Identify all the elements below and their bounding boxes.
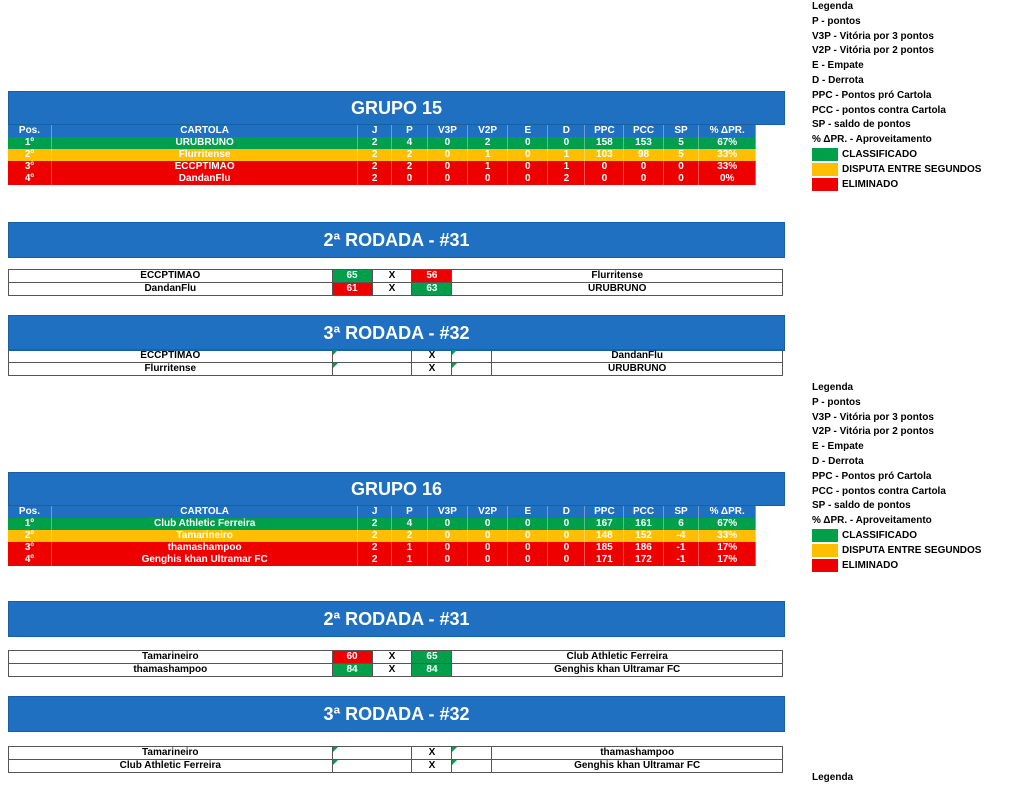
status-swatch	[812, 163, 838, 176]
col-header-apr: % ΔPR.	[699, 506, 756, 518]
table-row: 4º DandanFlu 2 0 0 0 0 2 0 0 0 0%	[8, 173, 756, 185]
table-row: 1º Club Athletic Ferreira 2 4 0 0 0 0 167 161 6 67%	[8, 518, 756, 530]
col-header-j: J	[358, 125, 392, 137]
col-header-pcc: PCC	[624, 125, 663, 137]
legend-item: E - Empate	[812, 441, 864, 453]
g15-rodada-2-matches	[8, 269, 783, 296]
col-header-sp: SP	[663, 125, 699, 137]
standings-header-row	[8, 125, 756, 137]
g15-rodada-3-title: 3ª RODADA - #32	[8, 315, 785, 351]
col-header-p: P	[392, 506, 428, 518]
col-header-apr: % ΔPR.	[699, 125, 756, 137]
col-header-e: E	[508, 125, 548, 137]
home-score	[332, 363, 412, 376]
legend-status-disputa: DISPUTA ENTRE SEGUNDOS	[812, 163, 981, 178]
home-score: 61	[332, 283, 372, 296]
home-score	[332, 350, 412, 363]
home-score	[332, 747, 412, 760]
g15-rodada-2-title: 2ª RODADA - #31	[8, 222, 785, 258]
legend-title: Legenda	[812, 772, 854, 783]
away-score	[452, 363, 492, 376]
status-swatch	[812, 529, 838, 542]
col-header-cartola: CARTOLA	[51, 506, 357, 518]
legend-item: P - pontos	[812, 396, 861, 408]
col-header-pos: Pos.	[8, 125, 51, 137]
table-row: 4º Genghis khan Ultramar FC 2 1 0 0 0 0 171 172 -1 17%	[8, 554, 756, 566]
legend-panel-2	[812, 381, 981, 573]
legend-item: E - Empate	[812, 60, 864, 72]
table-row: 1º URUBRUNO 2 4 0 2 0 0 158 153 5 67%	[8, 137, 756, 149]
table-row: 2º Flurritense 2 2 0 1 0 1 103 98 5 33%	[8, 149, 756, 161]
home-score	[332, 760, 412, 773]
g16-rodada-3-matches	[8, 746, 783, 773]
col-header-cartola: CARTOLA	[51, 125, 357, 137]
group-16-title: GRUPO 16	[8, 472, 785, 506]
legend-item: P - pontos	[812, 15, 861, 27]
col-header-v2p: V2P	[468, 506, 508, 518]
match-row: ECCPTIMAO 65 X 56 Flurritense	[9, 270, 783, 283]
group-15-title: GRUPO 15	[8, 91, 785, 125]
g16-rodada-2-matches	[8, 650, 783, 677]
match-row: thamashampoo 84 X 84 Genghis khan Ultramar FC	[9, 664, 783, 677]
legend-title: Legenda	[812, 382, 854, 393]
match-row: Flurritense X URUBRUNO	[9, 363, 783, 376]
legend-item: V2P - Vitória por 2 pontos	[812, 426, 934, 438]
legend-item: D - Derrota	[812, 74, 864, 86]
home-score: 65	[332, 270, 372, 283]
col-header-ppc: PPC	[585, 125, 624, 137]
col-header-d: D	[548, 125, 585, 137]
away-score: 63	[412, 283, 452, 296]
table-row: 2º Tamarineiro 2 2 0 0 0 0 148 152 -4 33%	[8, 530, 756, 542]
standings-header-row	[8, 506, 756, 518]
legend-item: % ΔPR. - Aproveitamento	[812, 134, 932, 146]
status-swatch	[812, 148, 838, 161]
legend-status-eliminado: ELIMINADO	[812, 559, 981, 574]
away-score: 65	[412, 651, 452, 664]
match-row: Club Athletic Ferreira X Genghis khan Ultramar FC	[9, 760, 783, 773]
match-row: ECCPTIMAO X DandanFlu	[9, 350, 783, 363]
legend-status-classificado: CLASSIFICADO	[812, 529, 981, 544]
status-swatch	[812, 178, 838, 191]
group-16-standings	[8, 506, 756, 566]
group-15-standings	[8, 125, 756, 185]
legend-item: SP - saldo de pontos	[812, 119, 911, 131]
away-score: 84	[412, 664, 452, 677]
col-header-p: P	[392, 125, 428, 137]
legend-item: PPC - Pontos pró Cartola	[812, 470, 932, 482]
home-score: 84	[332, 664, 372, 677]
col-header-v2p: V2P	[468, 125, 508, 137]
status-swatch	[812, 544, 838, 557]
col-header-j: J	[358, 506, 392, 518]
legend-status-classificado: CLASSIFICADO	[812, 148, 981, 163]
g15-rodada-3-matches	[8, 349, 783, 376]
away-score	[452, 350, 492, 363]
col-header-v3p: V3P	[427, 125, 467, 137]
legend-item: D - Derrota	[812, 455, 864, 467]
table-row: 3º ECCPTIMAO 2 2 0 1 0 1 0 0 0 33%	[8, 161, 756, 173]
legend-item: % ΔPR. - Aproveitamento	[812, 515, 932, 527]
legend-item: PCC - pontos contra Cartola	[812, 104, 946, 116]
col-header-sp: SP	[663, 506, 699, 518]
home-score: 60	[332, 651, 372, 664]
match-row: Tamarineiro X thamashampoo	[9, 747, 783, 760]
legend-panel-1	[812, 0, 981, 192]
legend-item: PPC - Pontos pró Cartola	[812, 89, 932, 101]
legend-item: SP - saldo de pontos	[812, 500, 911, 512]
col-header-pcc: PCC	[624, 506, 663, 518]
col-header-ppc: PPC	[585, 506, 624, 518]
away-score	[452, 747, 492, 760]
col-header-v3p: V3P	[427, 506, 467, 518]
col-header-d: D	[548, 506, 585, 518]
g16-rodada-3-title: 3ª RODADA - #32	[8, 696, 785, 732]
status-swatch	[812, 559, 838, 572]
legend-status-eliminado: ELIMINADO	[812, 178, 981, 193]
away-score: 56	[412, 270, 452, 283]
legend-status-disputa: DISPUTA ENTRE SEGUNDOS	[812, 544, 981, 559]
legend-item: V3P - Vitória por 3 pontos	[812, 30, 934, 42]
col-header-e: E	[508, 506, 548, 518]
away-score	[452, 760, 492, 773]
legend-panel-3-partial	[812, 771, 853, 786]
col-header-pos: Pos.	[8, 506, 51, 518]
legend-title: Legenda	[812, 1, 854, 12]
legend-item: V2P - Vitória por 2 pontos	[812, 45, 934, 57]
legend-item: V3P - Vitória por 3 pontos	[812, 411, 934, 423]
match-row: Tamarineiro 60 X 65 Club Athletic Ferreira	[9, 651, 783, 664]
table-row: 3º thamashampoo 2 1 0 0 0 0 185 186 -1 17%	[8, 542, 756, 554]
legend-item: PCC - pontos contra Cartola	[812, 485, 946, 497]
g16-rodada-2-title: 2ª RODADA - #31	[8, 601, 785, 637]
match-row: DandanFlu 61 X 63 URUBRUNO	[9, 283, 783, 296]
